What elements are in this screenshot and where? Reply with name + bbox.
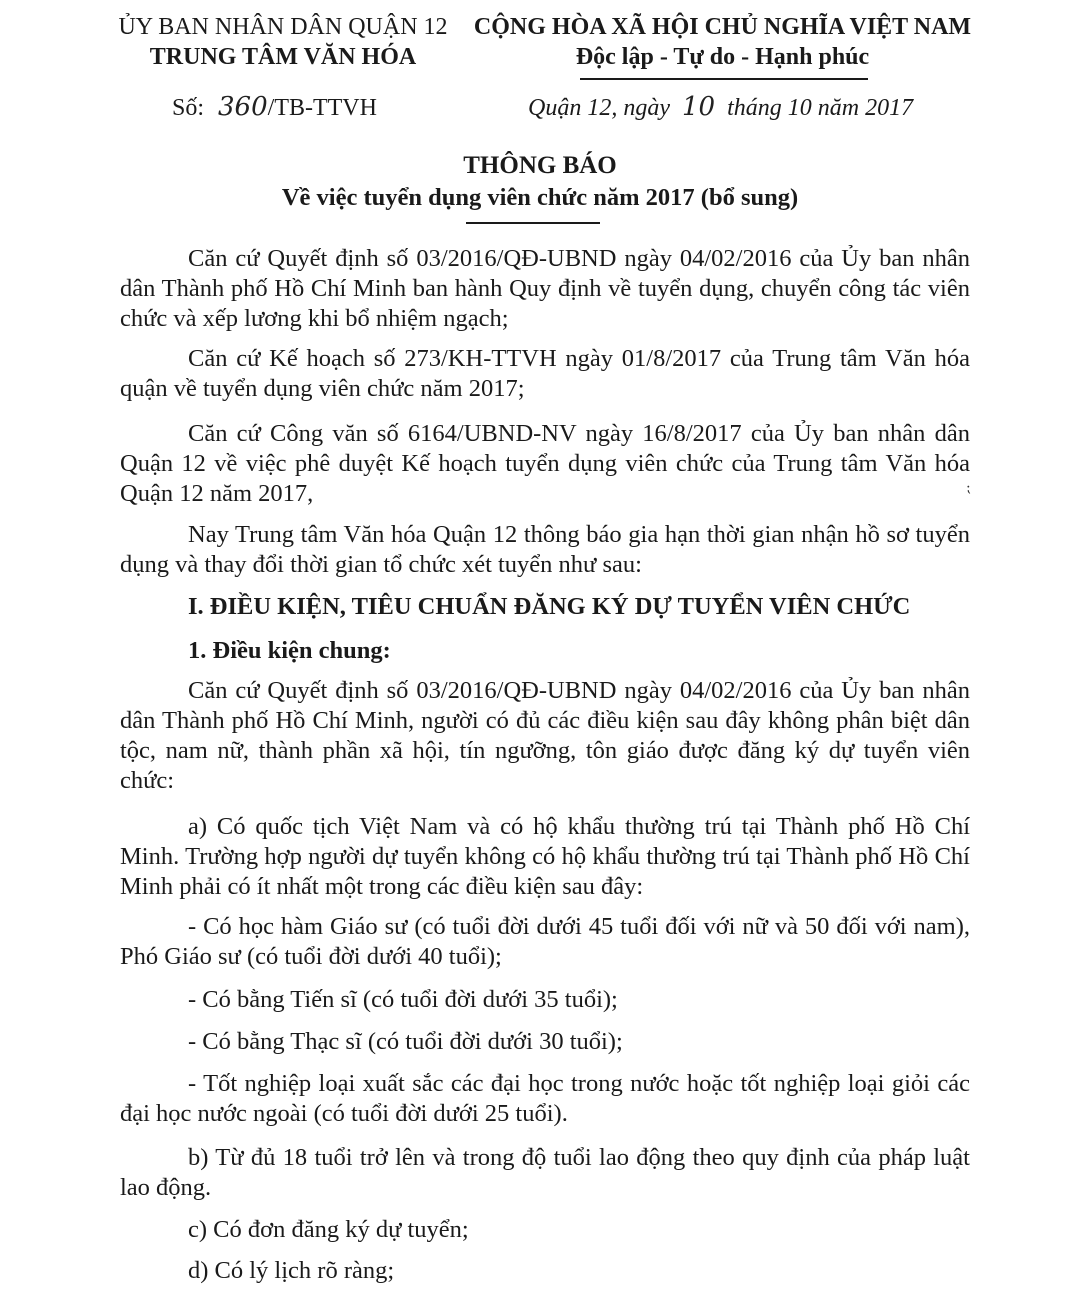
doc-date: [528, 92, 913, 122]
paragraph-general-intro: Căn cứ Quyết định số 03/2016/QĐ-UBND ngày 04/02/2016 của Ủy ban nhân dân Thành phố Hồ Chí Minh, người có đủ các điều kiện sau đây không phân biệt dân tộc, nam nữ, thành phần xã hội, tín ngưỡng, tôn giáo được đăng ký dự tuyển viên chức:: [120, 677, 970, 794]
doc-title: THÔNG BÁO: [463, 152, 617, 179]
paragraph-item-a: a) Có quốc tịch Việt Nam và có hộ khẩu thường trú tại Thành phố Hồ Chí Minh. Trường hợp người dự tuyển không có hộ khẩu thường trú tại Thành phố Hồ Chí Minh phải có ít nhất một trong các điều kiện sau đây:: [120, 813, 970, 900]
scan-speck: ⁏: [966, 481, 971, 496]
paragraph-basis-3: Căn cứ Công văn số 6164/UBND-NV ngày 16/8/2017 của Ủy ban nhân dân Quận 12 về việc phê duyệt Kế hoạch tuyển dụng viên chức của Trung tâm Văn hóa Quận 12 năm 2017,: [120, 420, 970, 507]
motto: Độc lập - Tự do - Hạnh phúc: [575, 44, 870, 70]
country-name: CỘNG HÒA XÃ HỘI CHỦ NGHĨA VIỆT NAM: [473, 14, 972, 40]
section-heading-1: I. ĐIỀU KIỆN, TIÊU CHUẨN ĐĂNG KÝ DỰ TUYỂN VIÊN CHỨC: [188, 593, 911, 620]
paragraph-bullet-4: - Tốt nghiệp loại xuất sắc các đại học trong nước hoặc tốt nghiệp loại giỏi các đại học nước ngoài (có tuổi đời dưới 25 tuổi).: [120, 1070, 970, 1127]
paragraph-bullet-1: - Có học hàm Giáo sư (có tuổi đời dưới 45 tuổi đối với nữ và 50 đối với nam), Phó Giáo sư (có tuổi đời dưới 40 tuổi);: [120, 913, 970, 970]
doc-subtitle: Về việc tuyển dụng viên chức năm 2017 (bổ sung): [281, 184, 799, 211]
motto-underline: [580, 78, 868, 80]
paragraph-bullet-3: - Có bằng Thạc sĩ (có tuổi đời dưới 30 tuổi);: [188, 1028, 623, 1055]
title-underline: [466, 222, 600, 224]
paragraph-announce: Nay Trung tâm Văn hóa Quận 12 thông báo gia hạn thời gian nhận hồ sơ tuyển dụng và thay đổi thời gian tổ chức xét tuyển như sau:: [120, 521, 970, 578]
paragraph-bullet-2: - Có bằng Tiến sĩ (có tuổi đời dưới 35 tuổi);: [188, 986, 618, 1013]
paragraph-basis-2: Căn cứ Kế hoạch số 273/KH-TTVH ngày 01/8/2017 của Trung tâm Văn hóa quận về tuyển dụng viên chức năm 2017;: [120, 345, 970, 402]
date-day-handwritten: 10: [681, 92, 716, 122]
paragraph-item-b: b) Từ đủ 18 tuổi trở lên và trong độ tuổi lao động theo quy định của pháp luật lao động.: [120, 1144, 970, 1201]
paragraph-basis-1: Căn cứ Quyết định số 03/2016/QĐ-UBND ngày 04/02/2016 của Ủy ban nhân dân Thành phố Hồ Chí Minh ban hành Quy định về tuyển dụng, chuyển công tác viên chức và xếp lương khi bổ nhiệm ngạch;: [120, 245, 970, 332]
doc-number-handwritten: 360: [218, 92, 268, 122]
doc-number-prefix: Số:: [172, 95, 205, 121]
paragraph-item-c: c) Có đơn đăng ký dự tuyển;: [188, 1216, 469, 1243]
doc-number-suffix: /TB-TTVH: [267, 95, 377, 121]
org-name: TRUNG TÂM VĂN HÓA: [149, 44, 417, 70]
subsection-heading-1: 1. Điều kiện chung:: [188, 637, 391, 664]
org-parent: ỦY BAN NHÂN DÂN QUẬN 12: [118, 14, 448, 40]
date-prefix: Quận 12, ngày: [528, 95, 670, 121]
doc-number: [172, 92, 377, 122]
paragraph-item-d: d) Có lý lịch rõ ràng;: [188, 1257, 395, 1284]
date-suffix: tháng 10 năm 2017: [727, 95, 914, 121]
